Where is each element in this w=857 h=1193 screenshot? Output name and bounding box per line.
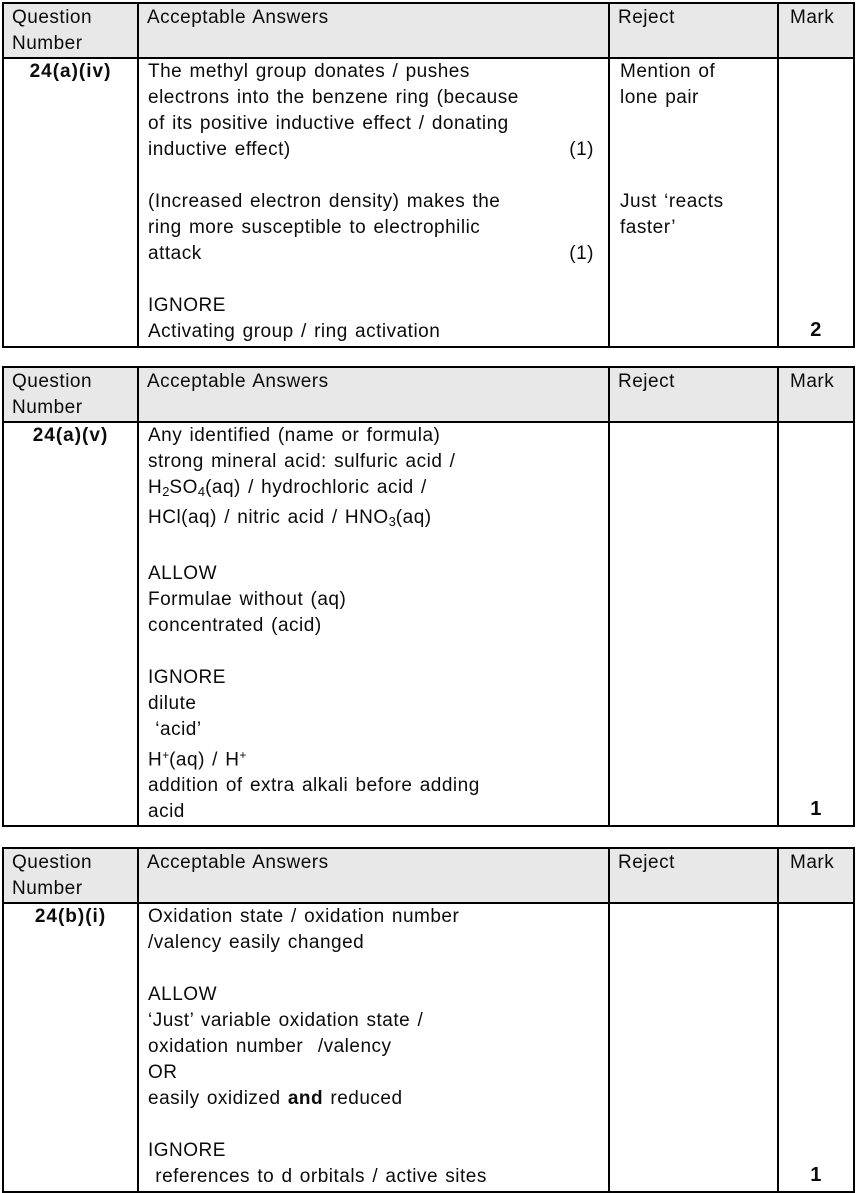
text-line: (Increased electron density) makes the bbox=[148, 191, 501, 212]
text-segment: 3 bbox=[388, 513, 396, 529]
text-segment: + bbox=[239, 748, 247, 762]
text-line: addition of extra alkali before adding bbox=[148, 775, 480, 797]
line-text: attack bbox=[148, 243, 202, 264]
header-mark: Mark bbox=[779, 368, 853, 423]
text-line: Oxidation state / oxidation number bbox=[148, 906, 460, 928]
table-header-row bbox=[4, 4, 853, 57]
text-line: Just ‘reacts bbox=[620, 191, 724, 212]
text-line: IGNORE bbox=[148, 1140, 226, 1162]
text-line: Activating group / ring activation bbox=[148, 321, 441, 342]
text-segment: SO bbox=[169, 477, 198, 498]
text-segment: easily oxidized bbox=[148, 1088, 288, 1110]
text-line: The methyl group donates / pushes bbox=[148, 61, 470, 82]
text-line: dilute bbox=[148, 692, 197, 714]
reject-cell bbox=[610, 421, 779, 825]
text-line: faster’ bbox=[620, 217, 676, 238]
table-header-row bbox=[4, 849, 853, 902]
text-line: ALLOW bbox=[148, 984, 218, 1006]
acceptable-answers-cell bbox=[139, 902, 610, 1191]
mark-value: 2 bbox=[810, 319, 822, 341]
text-segment: (aq) bbox=[395, 506, 432, 528]
mark-cell bbox=[779, 421, 853, 825]
text-line: Formulae without (aq) bbox=[148, 588, 347, 610]
text-line: ‘acid’ bbox=[148, 718, 202, 740]
table-data-row bbox=[4, 57, 853, 346]
text-segment: H bbox=[148, 477, 163, 498]
header-question-number: Question Number bbox=[4, 4, 139, 59]
text-segment: (aq) / H bbox=[169, 749, 240, 771]
text-line: OR bbox=[148, 1062, 178, 1084]
header-acceptable-answers: Acceptable Answers bbox=[139, 368, 610, 423]
text-line: ring more susceptible to electrophilic bbox=[148, 217, 481, 238]
acceptable-answers-cell bbox=[139, 421, 610, 825]
text-segment: + bbox=[162, 748, 170, 762]
text-line: electrons into the benzene ring (because bbox=[148, 87, 519, 108]
text-line bbox=[148, 1112, 594, 1138]
text-line: references to d orbitals / active sites bbox=[148, 1166, 487, 1188]
question-number-cell: 24(b)(i) bbox=[4, 902, 139, 1191]
table-data-row bbox=[4, 421, 853, 825]
text-line bbox=[148, 137, 594, 163]
header-question-number: Question Number bbox=[4, 368, 139, 423]
mark-value: 1 bbox=[810, 1164, 822, 1187]
text-line bbox=[148, 241, 594, 267]
text-line: IGNORE bbox=[148, 295, 226, 316]
header-acceptable-answers: Acceptable Answers bbox=[139, 4, 610, 59]
text-line: oxidation number /valency bbox=[148, 1036, 392, 1058]
text-line bbox=[148, 475, 594, 505]
text-line: ALLOW bbox=[148, 562, 218, 584]
text-line: /valency easily changed bbox=[148, 932, 365, 954]
question-number-cell: 24(a)(v) bbox=[4, 421, 139, 825]
text-line bbox=[148, 956, 594, 982]
marking-point-value: (1) bbox=[569, 243, 594, 264]
header-mark: Mark bbox=[779, 4, 853, 59]
text-line bbox=[148, 535, 594, 561]
table-data-row bbox=[4, 902, 853, 1191]
mark-scheme-table-24aiv bbox=[2, 2, 855, 348]
text-segment: 2 bbox=[162, 483, 170, 499]
text-line bbox=[620, 163, 771, 189]
mark-cell bbox=[779, 902, 853, 1191]
text-segment: reduced bbox=[323, 1088, 403, 1110]
mark-scheme-table-24av bbox=[2, 366, 855, 827]
mark-value: 1 bbox=[810, 798, 822, 821]
text-line: concentrated (acid) bbox=[148, 614, 322, 636]
text-line: lone pair bbox=[620, 87, 699, 108]
header-reject: Reject bbox=[610, 4, 779, 59]
text-line bbox=[148, 743, 594, 773]
text-line bbox=[148, 505, 594, 535]
question-number-cell: 24(a)(iv) bbox=[4, 57, 139, 346]
header-reject: Reject bbox=[610, 849, 779, 904]
text-segment: (aq) / hydrochloric acid / bbox=[205, 477, 427, 498]
reject-cell bbox=[610, 57, 779, 346]
reject-cell bbox=[610, 902, 779, 1191]
text-line: ‘Just’ variable oxidation state / bbox=[148, 1010, 424, 1032]
header-mark: Mark bbox=[779, 849, 853, 904]
text-line bbox=[148, 267, 594, 293]
text-segment: 4 bbox=[197, 483, 206, 499]
text-line: acid bbox=[148, 801, 185, 823]
text-line bbox=[148, 163, 594, 189]
text-line bbox=[148, 1086, 594, 1112]
text-line bbox=[148, 639, 594, 665]
text-segment: H bbox=[148, 749, 163, 771]
text-line: Mention of bbox=[620, 61, 716, 82]
mark-cell bbox=[779, 57, 853, 346]
marking-point-value: (1) bbox=[569, 139, 594, 160]
text-line: IGNORE bbox=[148, 666, 226, 688]
line-text: inductive effect) bbox=[148, 139, 291, 160]
text-line bbox=[620, 111, 771, 137]
text-line: of its positive inductive effect / donating bbox=[148, 113, 509, 134]
text-segment: HCl(aq) / nitric acid / HNO bbox=[148, 506, 389, 528]
text-line bbox=[620, 137, 771, 163]
header-reject: Reject bbox=[610, 368, 779, 423]
text-line: strong mineral acid: sulfuric acid / bbox=[148, 451, 456, 472]
table-header-row bbox=[4, 368, 853, 421]
text-segment: and bbox=[287, 1088, 324, 1110]
text-line: Any identified (name or formula) bbox=[148, 425, 441, 446]
mark-scheme-table-24bi bbox=[2, 847, 855, 1193]
header-question-number: Question Number bbox=[4, 849, 139, 904]
acceptable-answers-cell bbox=[139, 57, 610, 346]
header-acceptable-answers: Acceptable Answers bbox=[139, 849, 610, 904]
